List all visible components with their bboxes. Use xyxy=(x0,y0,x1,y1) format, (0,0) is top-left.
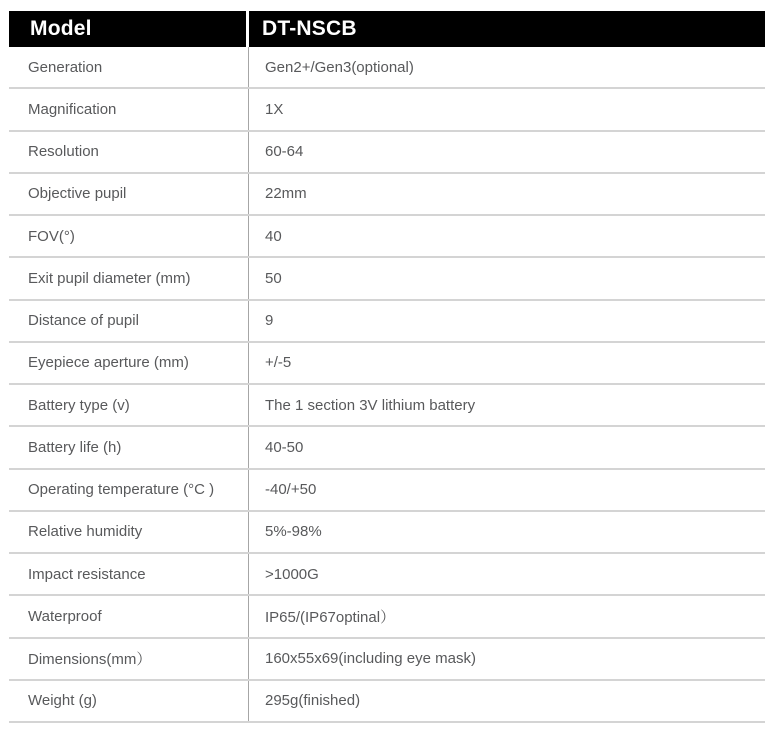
row-value: >1000G xyxy=(265,565,319,583)
row-label: Battery life (h) xyxy=(9,427,249,467)
table-row xyxy=(9,639,765,681)
row-label: Relative humidity xyxy=(9,512,249,552)
table-row xyxy=(9,89,765,131)
row-label: Operating temperature (°C ) xyxy=(9,470,249,510)
table-row xyxy=(9,47,765,89)
header-model: Model xyxy=(9,11,246,47)
table-row xyxy=(9,512,765,554)
row-value: +/-5 xyxy=(265,354,292,372)
row-value: 5%-98% xyxy=(265,523,322,541)
spec-rows xyxy=(9,47,765,723)
header-model-value: DT-NSCB xyxy=(249,11,765,47)
row-value: IP65/(IP67optinal） xyxy=(265,608,396,626)
row-label: Dimensions(mm） xyxy=(9,639,249,679)
row-value: 60-64 xyxy=(265,143,304,161)
table-row xyxy=(9,301,765,343)
row-value: The 1 section 3V lithium battery xyxy=(265,396,476,414)
row-label: Impact resistance xyxy=(9,554,249,594)
row-value: 40 xyxy=(265,227,282,245)
table-row xyxy=(9,174,765,216)
row-value: 40-50 xyxy=(265,438,304,456)
row-label: Weight (g) xyxy=(9,681,249,721)
table-row xyxy=(9,596,765,638)
table-row xyxy=(9,343,765,385)
table-row xyxy=(9,427,765,469)
row-value: -40/+50 xyxy=(265,481,317,499)
row-label: Eyepiece aperture (mm) xyxy=(9,343,249,383)
table-row xyxy=(9,470,765,512)
row-value: 295g(finished) xyxy=(265,692,361,710)
row-label: Distance of pupil xyxy=(9,301,249,341)
table-row xyxy=(9,132,765,174)
row-label: Generation xyxy=(9,47,249,87)
row-label: Battery type (v) xyxy=(9,385,249,425)
table-row xyxy=(9,258,765,300)
table-row xyxy=(9,554,765,596)
row-label: Objective pupil xyxy=(9,174,249,214)
row-value: Gen2+/Gen3(optional) xyxy=(265,58,414,76)
row-value: 22mm xyxy=(265,185,307,203)
row-label: Resolution xyxy=(9,132,249,172)
row-label: FOV(°) xyxy=(9,216,249,256)
row-label: Waterproof xyxy=(9,596,249,636)
row-value: 50 xyxy=(265,269,282,287)
spec-table-header xyxy=(9,11,765,47)
table-row xyxy=(9,385,765,427)
row-value: 9 xyxy=(265,312,274,330)
table-row xyxy=(9,681,765,723)
row-value: 1X xyxy=(265,100,284,118)
spec-table xyxy=(9,11,765,723)
row-label: Exit pupil diameter (mm) xyxy=(9,258,249,298)
table-row xyxy=(9,216,765,258)
row-label: Magnification xyxy=(9,89,249,129)
row-value: 160x55x69(including eye mask) xyxy=(265,650,476,668)
